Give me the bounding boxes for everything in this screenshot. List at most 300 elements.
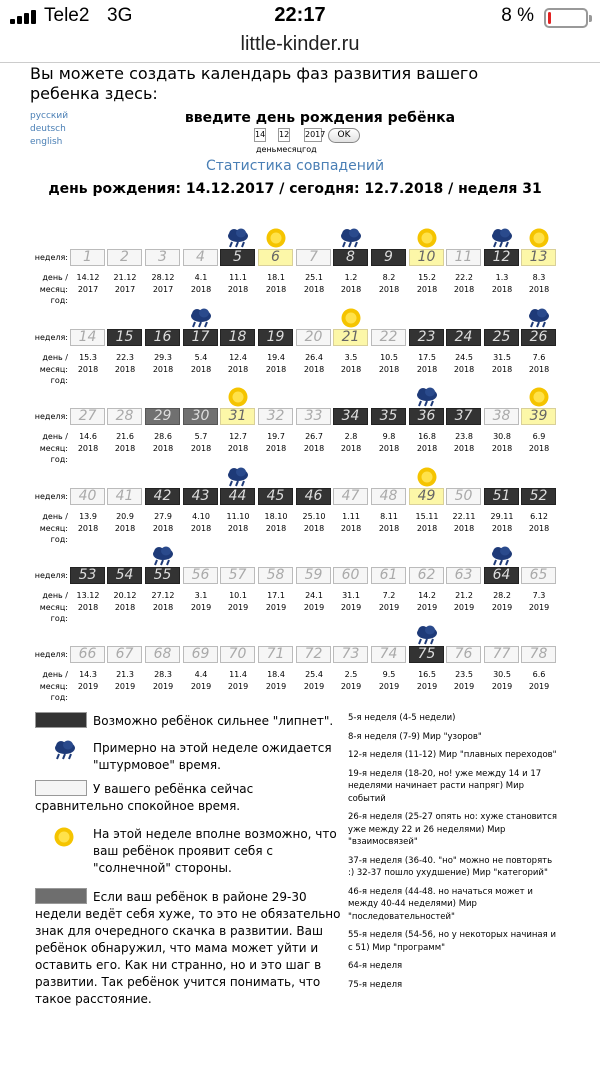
- day-month-value: 20.12: [113, 591, 137, 600]
- day-month-value: 28.2: [493, 591, 511, 600]
- year-value: 2018: [303, 524, 325, 533]
- day-month-value: 14.6: [79, 432, 97, 441]
- year-value: 2019: [190, 682, 212, 691]
- row-label-week: неделя:: [34, 492, 68, 501]
- day-month-value: 26.4: [305, 353, 323, 362]
- week-cell[interactable]: 55: [145, 567, 180, 584]
- day-month-value: 22.3: [116, 353, 134, 362]
- year-value: 2018: [491, 365, 513, 374]
- week-cell[interactable]: 6: [258, 249, 293, 266]
- birthdate-headline: день рождения: 14.12.2017 / сегодня: 12.7.2018 / неделя 31: [48, 181, 542, 197]
- day-month-value: 20.9: [116, 512, 134, 521]
- week-cell[interactable]: 54: [107, 567, 142, 584]
- week-cell[interactable]: 18: [220, 329, 255, 346]
- year-value: 2018: [77, 603, 99, 612]
- day-month-value: 18.1: [267, 273, 285, 282]
- form-field-labels: деньмесяцгод: [256, 145, 317, 154]
- week-cell[interactable]: 8: [333, 249, 368, 266]
- day-month-value: 30.5: [493, 670, 511, 679]
- day-month-value: 15.3: [79, 353, 97, 362]
- year-value: 2018: [416, 524, 438, 533]
- year-value: 2019: [114, 682, 136, 691]
- week-cell[interactable]: 33: [296, 408, 331, 425]
- year-value: 2018: [303, 285, 325, 294]
- year-value: 2018: [227, 444, 249, 453]
- status-bar: [0, 0, 600, 32]
- note-item: 37-я неделя (36-40. "но" можно не повторять :) 32-37 пошло ухудшение) Мир "категорий": [348, 855, 553, 878]
- legend-swatch-dark: [35, 712, 87, 728]
- day-month-value: 8.11: [380, 512, 398, 521]
- day-month-value: 12.4: [229, 353, 247, 362]
- day-month-value: 26.7: [305, 432, 323, 441]
- day-month-value: 10.5: [380, 353, 398, 362]
- week-cell[interactable]: 73: [333, 646, 368, 663]
- row-label-day: день /: [42, 512, 68, 521]
- week-cell[interactable]: 66: [70, 646, 105, 663]
- calendar-block: [0, 629, 600, 709]
- note-item: 55-я неделя (54-56, но у некоторых начиная и с 51) Мир "программ": [348, 930, 556, 953]
- week-cell[interactable]: 4: [183, 249, 218, 266]
- divider: [0, 62, 600, 63]
- calendar-block: [0, 232, 600, 312]
- day-input[interactable]: 14: [254, 128, 266, 142]
- year-value: 2018: [227, 524, 249, 533]
- week-cell[interactable]: 62: [409, 567, 444, 584]
- day-month-value: 7.6: [532, 353, 546, 362]
- row-label-week: неделя:: [34, 333, 68, 342]
- day-month-value: 28.3: [154, 670, 172, 679]
- row-label-week: неделя:: [34, 571, 68, 580]
- sun-icon: [416, 227, 438, 249]
- year-value: 2018: [491, 444, 513, 453]
- week-cell[interactable]: 44: [220, 488, 255, 505]
- week-cell[interactable]: 67: [107, 646, 142, 663]
- sun-icon: [416, 466, 438, 488]
- row-label-month: месяц:: [39, 365, 68, 374]
- note-item: 26-я неделя (25-27 опять но: хуже становится уже между 22 и 26 неделями) Мир "взаимосвязей": [348, 812, 557, 847]
- storm-cloud-icon: [490, 546, 514, 566]
- year-value: 2018: [340, 524, 362, 533]
- week-cell[interactable]: 76: [446, 646, 481, 663]
- day-month-value: 12.7: [229, 432, 247, 441]
- week-cell[interactable]: 19: [258, 329, 293, 346]
- statistics-link[interactable]: Статистика совпадений: [205, 158, 385, 174]
- year-value: 2018: [190, 524, 212, 533]
- week-cell[interactable]: 39: [521, 408, 556, 425]
- week-cell[interactable]: 13: [521, 249, 556, 266]
- day-month-value: 2.5: [344, 670, 358, 679]
- year-value: 2018: [453, 524, 475, 533]
- day-month-value: 16.5: [418, 670, 436, 679]
- day-month-value: 24.5: [455, 353, 473, 362]
- year-value: 2018: [77, 524, 99, 533]
- storm-cloud-icon: [189, 308, 213, 328]
- day-month-value: 19.4: [267, 353, 285, 362]
- birthdate-form: [200, 128, 440, 144]
- note-item: 8-я неделя (7-9) Мир "узоров": [348, 731, 482, 742]
- year-value: 2018: [265, 524, 287, 533]
- year-value: 2018: [378, 524, 400, 533]
- week-cell[interactable]: 63: [446, 567, 481, 584]
- week-cell[interactable]: 3: [145, 249, 180, 266]
- day-month-value: 6.12: [530, 512, 548, 521]
- sun-icon: [53, 826, 75, 848]
- legend-storm-text: Примерно на этой неделе ожидается "штурмовое" время.: [93, 741, 332, 772]
- note-item: 64-я неделя: [348, 961, 403, 971]
- year-value: 2018: [491, 524, 513, 533]
- year-value: 2019: [340, 682, 362, 691]
- week-cell[interactable]: 11: [446, 249, 481, 266]
- week-cell[interactable]: 48: [371, 488, 406, 505]
- day-month-value: 31.1: [342, 591, 360, 600]
- week-cell[interactable]: 14: [70, 329, 105, 346]
- day-month-value: 13.12: [76, 591, 100, 600]
- battery-icon: [544, 8, 588, 28]
- note-item: 46-я неделя (44-48. но начаться может и между 40-44 неделями) Мир "последовательностей": [348, 886, 533, 922]
- year-value: 2018: [227, 285, 249, 294]
- week-cell[interactable]: 52: [521, 488, 556, 505]
- calendar-block: [0, 312, 600, 392]
- lang-link-russian[interactable]: русский: [30, 111, 69, 121]
- year-value: 2017: [152, 285, 174, 294]
- year-value: 2018: [416, 444, 438, 453]
- note-item: 19-я неделя (18-20, но! уже между 14 и 17 неделями начинает расти напряг) Мир событий: [348, 768, 542, 804]
- week-cell[interactable]: 64: [484, 567, 519, 584]
- day-month-value: 2.8: [344, 432, 358, 441]
- row-label-month: месяц:: [39, 603, 68, 612]
- day-month-value: 5.4: [194, 353, 208, 362]
- day-month-value: 29.3: [154, 353, 172, 362]
- legend-light: [35, 780, 345, 815]
- year-value: 2018: [77, 365, 99, 374]
- day-month-value: 22.11: [452, 512, 476, 521]
- day-month-value: 24.1: [305, 591, 323, 600]
- lang-link-deutsch[interactable]: deutsch: [30, 124, 66, 134]
- year-value: 2018: [453, 285, 475, 294]
- row-label-day: день /: [42, 670, 68, 679]
- week-cell[interactable]: 53: [70, 567, 105, 584]
- week-cell[interactable]: 23: [409, 329, 444, 346]
- row-label-month: месяц:: [39, 285, 68, 294]
- week-cell[interactable]: 60: [333, 567, 368, 584]
- week-cell[interactable]: 45: [258, 488, 293, 505]
- week-cell[interactable]: 43: [183, 488, 218, 505]
- week-cell[interactable]: 59: [296, 567, 331, 584]
- week-cell[interactable]: 28: [107, 408, 142, 425]
- week-cell[interactable]: 78: [521, 646, 556, 663]
- ok-button[interactable]: OK: [328, 128, 360, 143]
- year-value: 2019: [528, 682, 550, 691]
- week-cell[interactable]: 35: [371, 408, 406, 425]
- legend-mid: [35, 888, 345, 1008]
- week-cell[interactable]: 16: [145, 329, 180, 346]
- year-value: 2018: [190, 285, 212, 294]
- year-value: 2018: [303, 444, 325, 453]
- calendar-block: [0, 391, 600, 471]
- day-month-value: 23.8: [455, 432, 473, 441]
- day-month-value: 1.11: [342, 512, 360, 521]
- day-month-value: 4.4: [194, 670, 208, 679]
- week-cell[interactable]: 27: [70, 408, 105, 425]
- week-cell[interactable]: 26: [521, 329, 556, 346]
- week-cell[interactable]: 29: [145, 408, 180, 425]
- note-item: 5-я неделя (4-5 недели): [348, 713, 456, 723]
- row-label-month: месяц:: [39, 444, 68, 453]
- calendar-block: [0, 550, 600, 630]
- storm-cloud-icon: [527, 308, 551, 328]
- week-cell[interactable]: 22: [371, 329, 406, 346]
- year-value: 2017: [77, 285, 99, 294]
- row-label-year: год:: [50, 455, 68, 464]
- sun-icon: [340, 307, 362, 329]
- year-value: 2019: [152, 682, 174, 691]
- year-value: 2019: [453, 603, 475, 612]
- day-month-value: 23.5: [455, 670, 473, 679]
- year-input[interactable]: 2017: [304, 128, 322, 142]
- day-month-value: 8.3: [532, 273, 546, 282]
- week-cell[interactable]: 7: [296, 249, 331, 266]
- day-month-value: 7.3: [532, 591, 546, 600]
- intro-text: Вы можете создать календарь фаз развития вашего ребенка здесь:: [30, 64, 479, 103]
- row-label-year: год:: [50, 296, 68, 305]
- week-cell[interactable]: 20: [296, 329, 331, 346]
- year-value: 2018: [340, 444, 362, 453]
- note-item: 12-я неделя (11-12) Мир "плавных переходов": [348, 750, 557, 760]
- day-month-value: 18.4: [267, 670, 285, 679]
- day-month-value: 5.7: [194, 432, 208, 441]
- year-value: 2019: [303, 682, 325, 691]
- year-value: 2019: [491, 682, 513, 691]
- day-month-value: 4.1: [194, 273, 208, 282]
- storm-cloud-icon: [151, 546, 175, 566]
- week-cell[interactable]: 40: [70, 488, 105, 505]
- year-value: 2019: [77, 682, 99, 691]
- week-cell[interactable]: 72: [296, 646, 331, 663]
- day-month-value: 6.9: [532, 432, 546, 441]
- legend-dark: [35, 712, 345, 730]
- day-month-value: 25.1: [305, 273, 323, 282]
- legend-sun-text: На этой неделе вполне возможно, что ваш ребёнок проявит себя с "солнечной" стороны.: [93, 827, 337, 875]
- day-month-value: 15.2: [418, 273, 436, 282]
- year-value: 2018: [453, 444, 475, 453]
- day-month-value: 1.3: [495, 273, 509, 282]
- week-cell[interactable]: 57: [220, 567, 255, 584]
- year-value: 2019: [416, 682, 438, 691]
- calendar-block: [0, 471, 600, 551]
- week-cell[interactable]: 9: [371, 249, 406, 266]
- year-value: 2018: [528, 444, 550, 453]
- week-cell[interactable]: 58: [258, 567, 293, 584]
- year-value: 2018: [152, 365, 174, 374]
- day-month-value: 28.6: [154, 432, 172, 441]
- sun-icon: [227, 386, 249, 408]
- day-month-value: 17.5: [418, 353, 436, 362]
- battery-fill: [548, 12, 551, 24]
- day-month-value: 31.5: [493, 353, 511, 362]
- day-month-value: 22.2: [455, 273, 473, 282]
- year-value: 2019: [303, 603, 325, 612]
- day-month-value: 9.5: [382, 670, 396, 679]
- legend-storm: [35, 740, 345, 774]
- year-value: 2017: [114, 285, 136, 294]
- week-cell[interactable]: 37: [446, 408, 481, 425]
- legend-swatch-mid: [35, 888, 87, 904]
- day-month-value: 28.12: [151, 273, 175, 282]
- day-month-value: 15.11: [415, 512, 439, 521]
- day-month-value: 11.4: [229, 670, 247, 679]
- year-value: 2018: [265, 285, 287, 294]
- day-month-value: 21.2: [455, 591, 473, 600]
- year-value: 2019: [227, 603, 249, 612]
- week-cell[interactable]: 49: [409, 488, 444, 505]
- year-value: 2018: [114, 365, 136, 374]
- week-cell[interactable]: 31: [220, 408, 255, 425]
- day-month-value: 7.2: [382, 591, 396, 600]
- week-cell[interactable]: 32: [258, 408, 293, 425]
- day-month-value: 25.4: [305, 670, 323, 679]
- carrier-name: Tele2: [44, 5, 90, 26]
- year-value: 2018: [416, 365, 438, 374]
- year-value: 2019: [491, 603, 513, 612]
- year-value: 2018: [340, 285, 362, 294]
- year-value: 2018: [528, 365, 550, 374]
- day-month-value: 10.1: [229, 591, 247, 600]
- week-cell[interactable]: 70: [220, 646, 255, 663]
- day-month-value: 19.7: [267, 432, 285, 441]
- row-label-week: неделя:: [34, 412, 68, 421]
- week-cell[interactable]: 15: [107, 329, 142, 346]
- week-cell[interactable]: 21: [333, 329, 368, 346]
- year-value: 2019: [378, 603, 400, 612]
- week-cell[interactable]: 46: [296, 488, 331, 505]
- day-month-value: 16.8: [418, 432, 436, 441]
- year-value: 2018: [416, 285, 438, 294]
- week-cell[interactable]: 1: [70, 249, 105, 266]
- sun-icon: [265, 227, 287, 249]
- year-value: 2018: [265, 444, 287, 453]
- year-value: 2018: [528, 285, 550, 294]
- week-cell[interactable]: 51: [484, 488, 519, 505]
- week-cell[interactable]: 71: [258, 646, 293, 663]
- week-cell[interactable]: 68: [145, 646, 180, 663]
- day-month-value: 13.9: [79, 512, 97, 521]
- month-input[interactable]: 12: [278, 128, 290, 142]
- year-value: 2018: [378, 285, 400, 294]
- day-month-value: 21.6: [116, 432, 134, 441]
- day-month-value: 27.12: [151, 591, 175, 600]
- week-cell[interactable]: 24: [446, 329, 481, 346]
- sun-icon: [528, 227, 550, 249]
- week-cell[interactable]: 69: [183, 646, 218, 663]
- week-cell[interactable]: 50: [446, 488, 481, 505]
- year-value: 2019: [265, 603, 287, 612]
- address-bar[interactable]: little-kinder.ru: [240, 33, 360, 55]
- week-cell[interactable]: 17: [183, 329, 218, 346]
- week-cell[interactable]: 38: [484, 408, 519, 425]
- day-month-value: 9.8: [382, 432, 396, 441]
- day-month-value: 14.2: [418, 591, 436, 600]
- week-cell[interactable]: 34: [333, 408, 368, 425]
- milestone-notes: [348, 712, 558, 997]
- day-month-value: 21.3: [116, 670, 134, 679]
- lang-link-english[interactable]: english: [30, 137, 63, 147]
- day-month-value: 3.5: [344, 353, 358, 362]
- year-value: 2019: [378, 682, 400, 691]
- row-label-day: день /: [42, 353, 68, 362]
- year-value: 2018: [114, 524, 136, 533]
- week-cell[interactable]: 30: [183, 408, 218, 425]
- year-value: 2018: [152, 524, 174, 533]
- week-cell[interactable]: 61: [371, 567, 406, 584]
- year-value: 2018: [152, 603, 174, 612]
- year-value: 2018: [114, 444, 136, 453]
- day-month-value: 30.8: [493, 432, 511, 441]
- year-value: 2018: [303, 365, 325, 374]
- legend-swatch-light: [35, 780, 87, 796]
- row-label-year: год:: [50, 614, 68, 623]
- week-cell[interactable]: 2: [107, 249, 142, 266]
- storm-cloud-icon: [415, 625, 439, 645]
- sun-icon: [528, 386, 550, 408]
- year-value: 2018: [190, 365, 212, 374]
- week-cell[interactable]: 41: [107, 488, 142, 505]
- row-label-week: неделя:: [34, 650, 68, 659]
- storm-cloud-icon: [490, 228, 514, 248]
- year-value: 2018: [265, 365, 287, 374]
- row-label-month: месяц:: [39, 682, 68, 691]
- year-value: 2018: [378, 365, 400, 374]
- day-month-value: 25.10: [302, 512, 326, 521]
- year-value: 2018: [190, 444, 212, 453]
- year-value: 2019: [340, 603, 362, 612]
- week-cell[interactable]: 10: [409, 249, 444, 266]
- week-cell[interactable]: 42: [145, 488, 180, 505]
- week-cell[interactable]: 5: [220, 249, 255, 266]
- week-cell[interactable]: 36: [409, 408, 444, 425]
- year-value: 2018: [528, 524, 550, 533]
- year-value: 2019: [416, 603, 438, 612]
- year-value: 2019: [528, 603, 550, 612]
- battery-percent: 8 %: [501, 5, 534, 26]
- row-label-year: год:: [50, 535, 68, 544]
- year-value: 2018: [114, 603, 136, 612]
- year-value: 2018: [152, 444, 174, 453]
- week-cell[interactable]: 65: [521, 567, 556, 584]
- week-cell[interactable]: 47: [333, 488, 368, 505]
- day-month-value: 17.1: [267, 591, 285, 600]
- week-cell[interactable]: 74: [371, 646, 406, 663]
- week-cell[interactable]: 56: [183, 567, 218, 584]
- row-label-month: месяц:: [39, 524, 68, 533]
- storm-cloud-icon: [339, 228, 363, 248]
- year-value: 2018: [491, 285, 513, 294]
- row-label-day: день /: [42, 273, 68, 282]
- form-title: введите день рождения ребёнка: [184, 110, 456, 126]
- row-label-day: день /: [42, 591, 68, 600]
- row-label-year: год:: [50, 693, 68, 702]
- week-cell[interactable]: 75: [409, 646, 444, 663]
- day-month-value: 27.9: [154, 512, 172, 521]
- legend-light-text: У вашего ребёнка сейчас сравнительно спокойное время.: [35, 782, 254, 813]
- week-cell[interactable]: 77: [484, 646, 519, 663]
- day-month-value: 6.6: [532, 670, 546, 679]
- legend-mid-text: Если ваш ребёнок в районе 29-30 недели ведёт себя хуже, то это не обязательно знак для очередного скачка в развитии. Ваш ребёнок обнаружил, что мама может уйти и оставить его. Как ни странно, но и это шаг в развитии. Так ребёнок учится понимать, что такое расстояние.: [35, 890, 341, 1006]
- storm-cloud-icon: [226, 467, 250, 487]
- week-cell[interactable]: 25: [484, 329, 519, 346]
- year-value: 2018: [77, 444, 99, 453]
- week-cell[interactable]: 12: [484, 249, 519, 266]
- day-month-value: 11.1: [229, 273, 247, 282]
